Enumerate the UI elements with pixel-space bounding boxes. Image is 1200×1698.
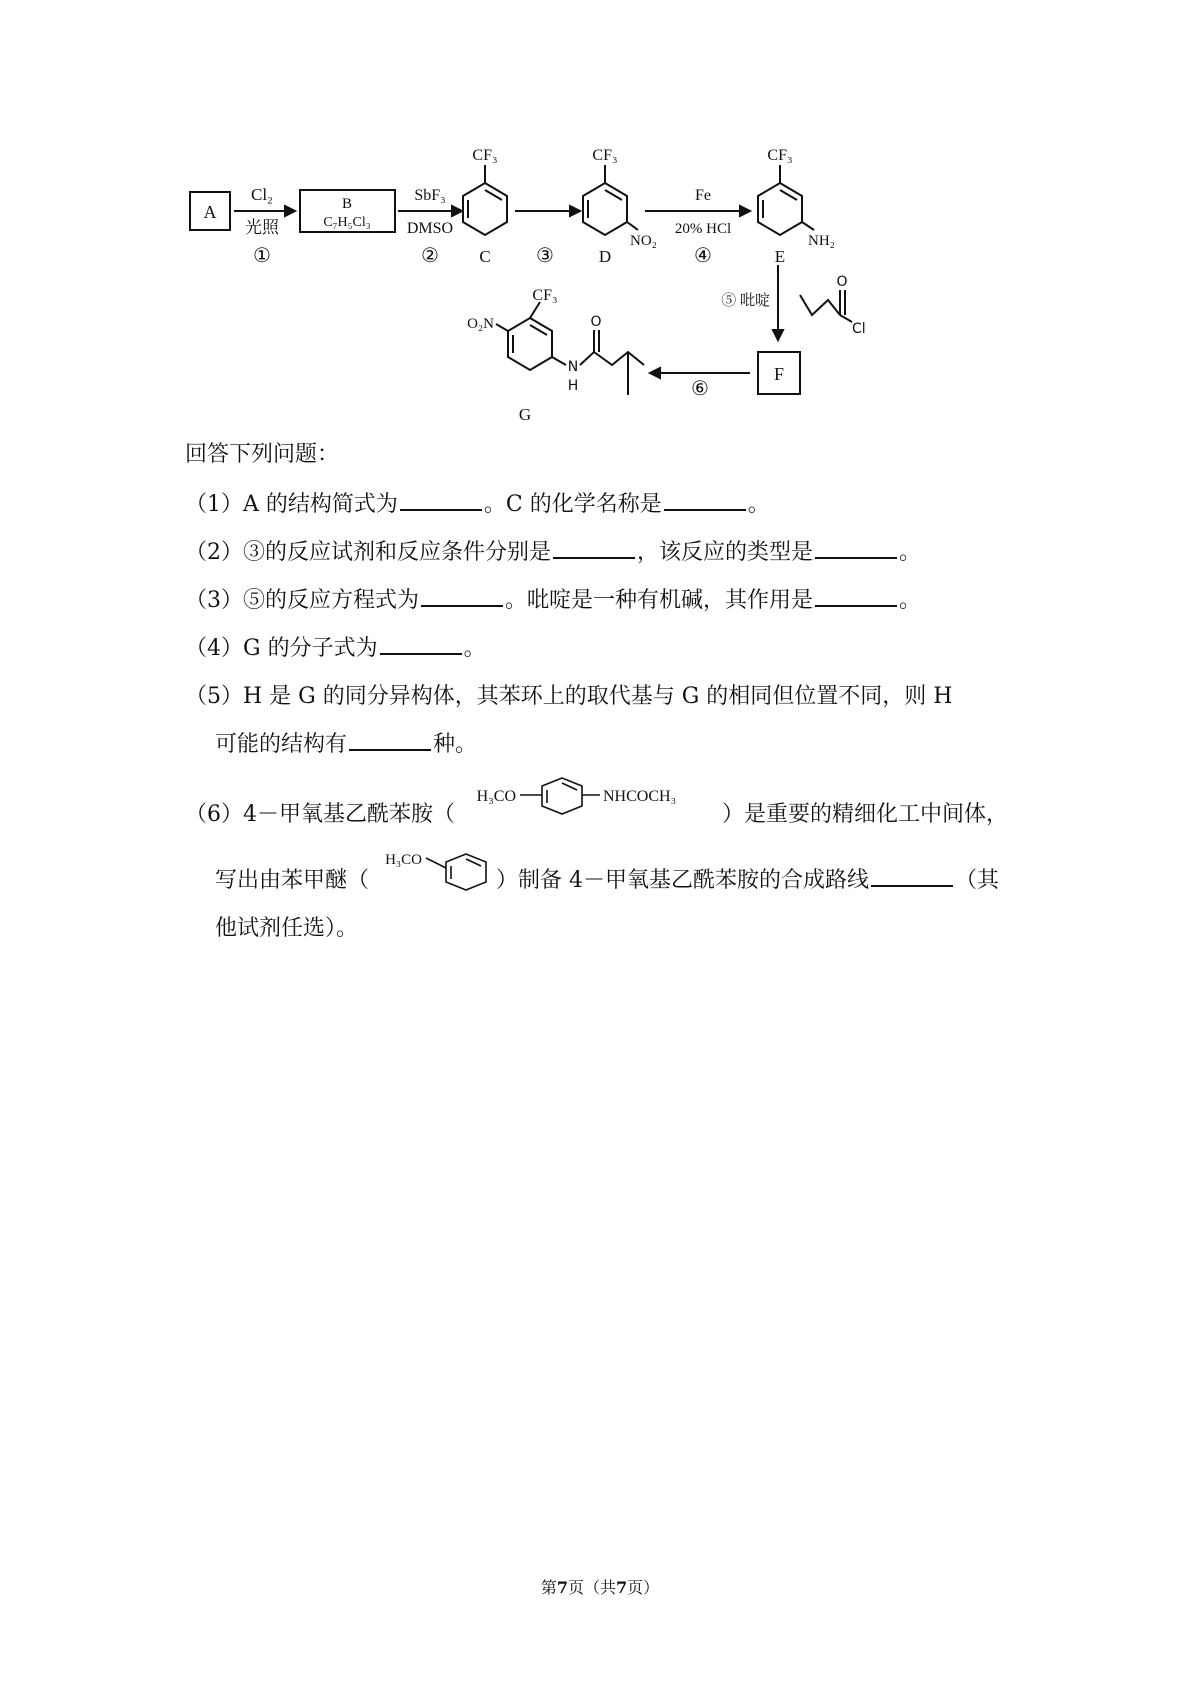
step4-reagent: Fe (695, 187, 711, 204)
formula-b: C₇H₅Cl₃ (323, 215, 371, 230)
label-c: C (479, 247, 491, 266)
answer-blank (380, 635, 462, 655)
answer-blank (815, 587, 897, 607)
isobutyryl-chloride (800, 295, 840, 315)
answer-blank (400, 491, 482, 511)
answer-blank (349, 731, 431, 751)
question-6-line3: 他试剂任选）。 (215, 916, 359, 941)
svg-text:H₃CO: H₃CO (476, 788, 516, 805)
answer-blank (421, 587, 503, 607)
step2-number: ② (421, 245, 439, 267)
step1-condition: 光照 (245, 218, 279, 237)
question-6: （6）4－甲氧基乙酰苯胺（ (185, 802, 455, 827)
question-2: （2）③的反应试剂和反应条件分别是 ，该反应的类型是 。 (185, 540, 922, 565)
svg-text:H₃CO: H₃CO (385, 852, 422, 868)
question-6-line2-tail: ）制备 4－甲氧基乙酰苯胺的合成路线 （其 (496, 868, 1000, 893)
question-4: （4）G 的分子式为 。 (185, 636, 486, 661)
step2-reagent: SbF₃ (414, 187, 446, 204)
page-footer: 第7页（共7页） (540, 1578, 660, 1597)
amide-oxygen: O (590, 314, 602, 330)
label-a: A (203, 202, 217, 222)
step4-number: ④ (694, 245, 712, 267)
label-b: B (341, 196, 353, 212)
amide-nitrogen: N (567, 359, 579, 375)
question-1: （1）A 的结构简式为 。C 的化学名称是 。 (185, 492, 770, 517)
cf3-d: CF₃ (592, 147, 618, 164)
step4-condition: 20% HCl (674, 221, 732, 237)
question-5-cont: 可能的结构有 种。 (215, 732, 478, 757)
questions-intro: 回答下列问题： (185, 442, 340, 467)
label-d: D (598, 247, 612, 266)
acyl-chlorine: Cl (852, 321, 866, 337)
step1-number: ① (253, 245, 271, 267)
acyl-oxygen: O (836, 274, 848, 290)
label-g: G (518, 405, 532, 424)
step6-number: ⑥ (691, 378, 709, 400)
answer-blank (664, 491, 746, 511)
answer-blank (553, 539, 635, 559)
label-e: E (774, 247, 786, 266)
cf3-e: CF₃ (767, 147, 793, 164)
answer-blank (871, 867, 953, 887)
answer-blank (815, 539, 897, 559)
amide-hydrogen: H (567, 378, 579, 394)
cf3-g: CF₃ (532, 287, 558, 304)
question-3: （3）⑤的反应方程式为 。吡啶是一种有机碱，其作用是 。 (185, 588, 922, 613)
step3-number: ③ (536, 245, 554, 267)
question-5: （5）H 是 G 的同分异构体，其苯环上的取代基与 G 的相同但位置不同，则 H (185, 684, 953, 709)
nh2-e: NH₂ (808, 233, 835, 249)
label-f: F (773, 364, 785, 384)
svg-text:NHCOCH₃: NHCOCH₃ (603, 788, 677, 805)
synthesis-scheme (0, 0, 1200, 450)
step5-label: ⑤ 吡啶 (721, 293, 770, 309)
step2-condition: DMSO (406, 220, 454, 237)
question-6-tail: ）是重要的精细化工中间体， (722, 802, 1009, 827)
step1-reagent: Cl₂ (251, 185, 273, 204)
o2n-g: O₂N (467, 316, 494, 332)
no2-d: NO₂ (630, 233, 657, 249)
cf3-c: CF₃ (472, 147, 498, 164)
question-6-line2: 写出由苯甲醚（ (215, 868, 370, 893)
